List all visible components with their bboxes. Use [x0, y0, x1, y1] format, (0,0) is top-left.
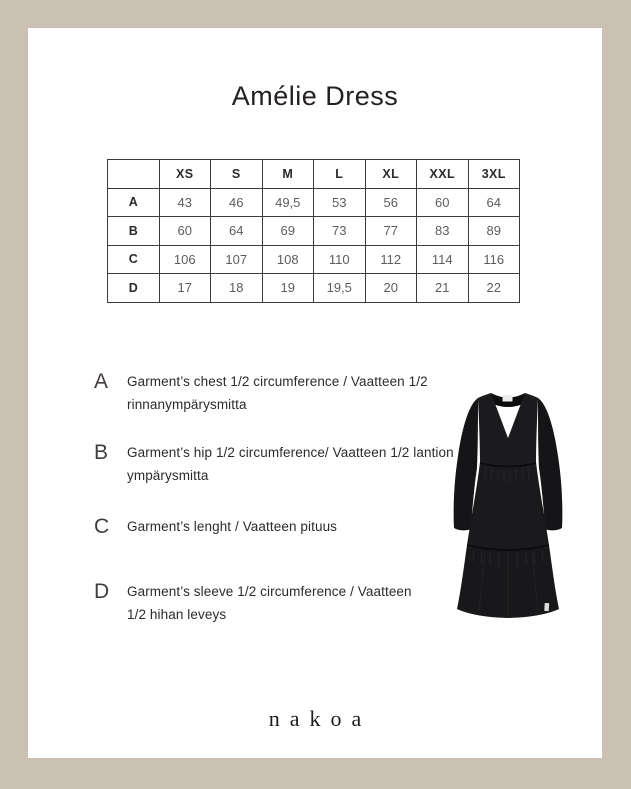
legend-line: Garment’s chest 1/2 circumference / Vaatteen 1/2 [127, 374, 428, 389]
dress-mid-tier [467, 462, 549, 550]
table-cell: 107 [211, 245, 263, 274]
row-label: B [108, 217, 160, 246]
legend-line: Garment’s sleeve 1/2 circumference / Vaatteen [127, 584, 412, 599]
legend-item-b [94, 441, 479, 487]
page-title: Amélie Dress [231, 81, 399, 111]
table-row-c [108, 245, 520, 274]
table-cell: 60 [159, 217, 211, 246]
legend-description [127, 580, 479, 626]
column-header-xs: XS [159, 160, 211, 189]
table-cell: 20 [365, 274, 417, 303]
table-cell: 112 [365, 245, 417, 274]
hem-tag [544, 603, 549, 611]
table-cell: 69 [262, 217, 314, 246]
legend-letter: A [94, 370, 109, 393]
table-cell: 64 [468, 188, 520, 217]
legend-item-c [94, 515, 479, 538]
legend-line: rinnanympärysmitta [127, 397, 247, 412]
legend-letter: B [94, 441, 109, 464]
legend-item-a [94, 370, 479, 416]
column-header-3xl: 3XL [468, 160, 520, 189]
table-cell: 53 [314, 188, 366, 217]
row-label: C [108, 245, 160, 274]
legend-line: ympärysmitta [127, 468, 209, 483]
row-label: A [108, 188, 160, 217]
table-cell: 56 [365, 188, 417, 217]
column-header-xxl: XXL [417, 160, 469, 189]
column-header-blank [108, 160, 160, 189]
table-cell: 108 [262, 245, 314, 274]
legend-description [127, 515, 479, 538]
legend-letter: C [94, 515, 110, 538]
table-cell: 73 [314, 217, 366, 246]
table-cell: 114 [417, 245, 469, 274]
table-row-a [108, 188, 520, 217]
table-cell: 64 [211, 217, 263, 246]
column-header-l: L [314, 160, 366, 189]
table-cell: 46 [211, 188, 263, 217]
column-header-s: S [211, 160, 263, 189]
table-cell: 116 [468, 245, 520, 274]
table-cell: 19 [262, 274, 314, 303]
table-cell: 89 [468, 217, 520, 246]
table-cell: 22 [468, 274, 520, 303]
table-cell: 106 [159, 245, 211, 274]
table-row-d [108, 274, 520, 303]
neck-label [503, 395, 513, 402]
size-chart-table [107, 159, 520, 303]
table-cell: 17 [159, 274, 211, 303]
legend-letter: D [94, 580, 110, 603]
column-header-xl: XL [365, 160, 417, 189]
column-header-m: M [262, 160, 314, 189]
legend-description [127, 370, 479, 416]
legend-line: Garment’s hip 1/2 circumference/ Vaatteen 1/2 lantion [127, 445, 454, 460]
table-cell: 60 [417, 188, 469, 217]
table-row-b [108, 217, 520, 246]
table-cell: 19,5 [314, 274, 366, 303]
legend-item-d [94, 580, 479, 626]
table-cell: 21 [417, 274, 469, 303]
brand-logo: nakoa [268, 706, 372, 731]
product-photo-black-dress-image [440, 386, 580, 626]
table-cell: 49,5 [262, 188, 314, 217]
table-cell: 43 [159, 188, 211, 217]
legend-line: Garment’s lenght / Vaatteen pituus [127, 519, 338, 534]
legend-line: 1/2 hihan leveys [127, 607, 227, 622]
header-row [108, 160, 520, 189]
size-guide-card [28, 28, 602, 758]
table-cell: 110 [314, 245, 366, 274]
legend-description [127, 441, 479, 487]
table-cell: 83 [417, 217, 469, 246]
row-label: D [108, 274, 160, 303]
table-cell: 77 [365, 217, 417, 246]
table-cell: 18 [211, 274, 263, 303]
